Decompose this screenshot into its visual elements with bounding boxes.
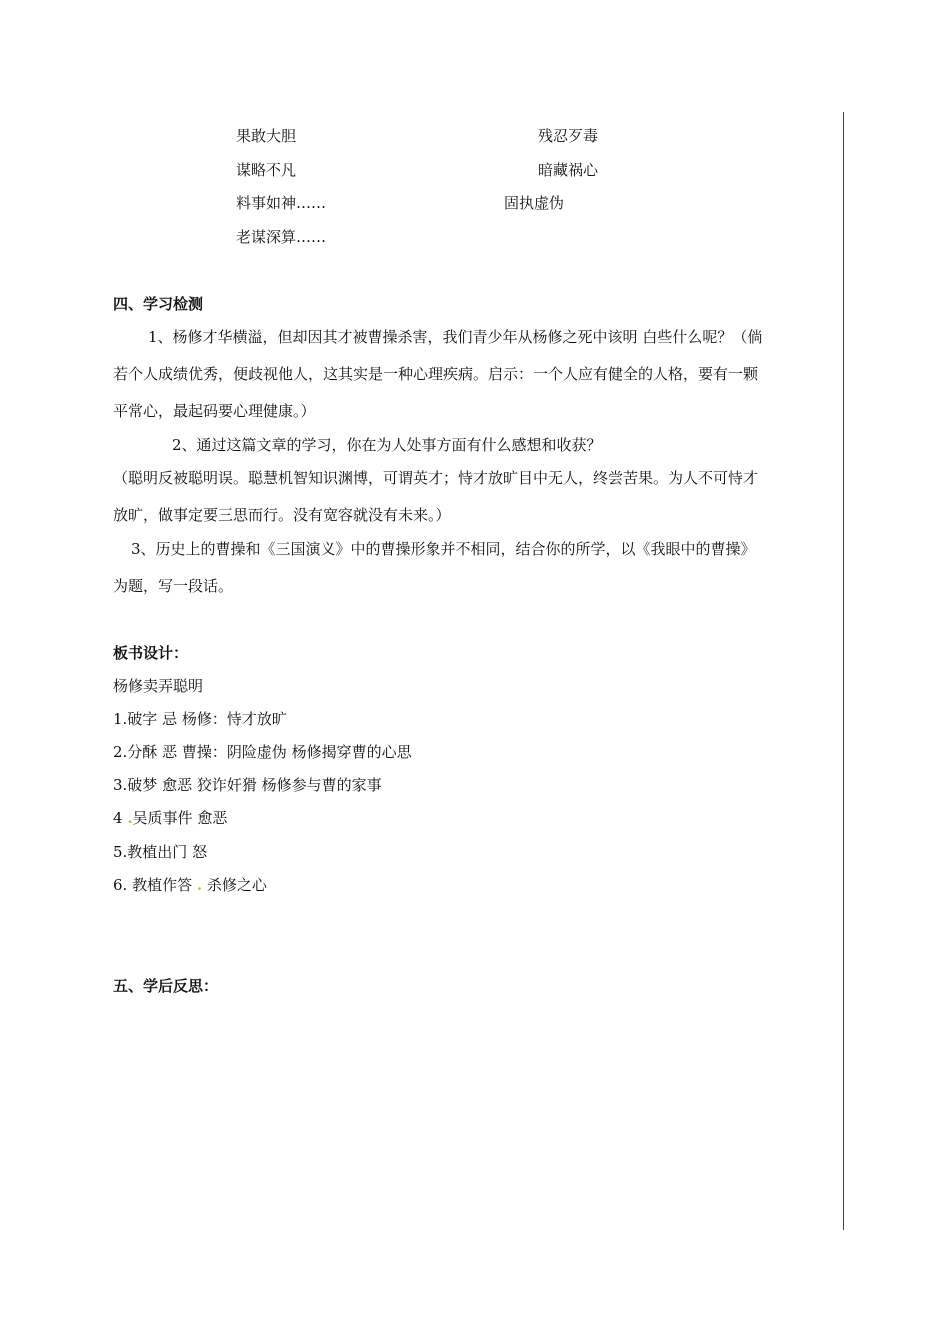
section-5-heading: 五、学后反思： — [113, 977, 219, 995]
board-row-6-text: 杀修之心 — [202, 876, 267, 894]
trait-left-3: 料事如神…… — [236, 194, 327, 212]
trait-left-1: 果敢大胆 — [236, 127, 297, 145]
trait-left-4: 老谋深算…… — [236, 228, 327, 246]
board-row-4-text: 吴质事件 愈恶 — [132, 809, 228, 827]
q1-line-1: 1、杨修才华横溢，但却因其才被曹操杀害，我们青少年从杨修之死中该明 白些什么呢？（倘 — [148, 328, 763, 346]
board-row-5: 5.教植出门 怒 — [113, 843, 208, 861]
trait-right-2: 暗藏祸心 — [538, 161, 599, 179]
q2-line-1: 2、通过这篇文章的学习，你在为人处事方面有什么感想和收获？ — [172, 436, 602, 454]
board-row-6-number: 6. 教植作答 — [113, 876, 197, 894]
q2-line-3: 放旷，做事定要三思而行。没有宽容就没有未来。） — [113, 506, 451, 524]
board-row-6 — [113, 875, 267, 895]
board-title: 杨修卖弄聪明 — [113, 677, 204, 695]
q1-line-3: 平常心，最起码要心理健康。） — [113, 402, 316, 420]
trait-left-2: 谋略不凡 — [236, 161, 297, 179]
trait-right-3: 固执虚伪 — [504, 194, 565, 212]
q3-line-1: 3、历史上的曹操和《三国演义》中的曹操形象并不相同，结合你的所学，以《我眼中的曹操》 — [131, 540, 756, 558]
board-heading: 板书设计： — [113, 644, 189, 662]
board-row-4-dot: . — [127, 809, 133, 827]
section-4-heading: 四、学习检测 — [113, 295, 204, 313]
board-row-3: 3.破梦 愈恶 狡诈奸猾 杨修参与曹的家事 — [113, 776, 382, 794]
board-row-2: 2.分酥 恶 曹操：阴险虚伪 杨修揭穿曹的心思 — [113, 743, 412, 761]
trait-right-1: 残忍歹毒 — [538, 127, 599, 145]
q1-line-2: 若个人成绩优秀，便歧视他人，这其实是一种心理疾病。启示：一个人应有健全的人格，要有一颗 — [113, 365, 759, 383]
board-row-6-dot: . — [196, 876, 203, 894]
q2-line-2: （聪明反被聪明误。聪慧机智知识渊博，可谓英才；恃才放旷目中无人，终尝苦果。为人不可恃才 — [113, 469, 759, 487]
right-margin-rule — [843, 112, 844, 1230]
board-row-4 — [113, 808, 227, 828]
board-row-4-number: 4 — [113, 809, 128, 827]
board-row-1: 1.破字 忌 杨修：恃才放旷 — [113, 710, 287, 728]
q3-line-2: 为题，写一段话。 — [113, 577, 234, 595]
